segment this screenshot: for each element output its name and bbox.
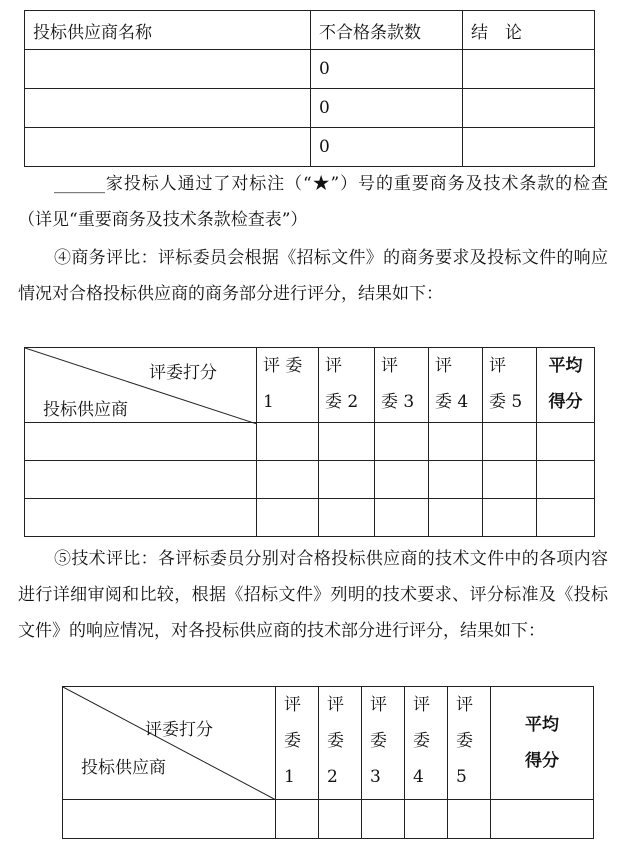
header-conclusion: 结 论	[463, 11, 595, 50]
header-judge-5: 评 委 5	[483, 348, 537, 423]
header-judge-2: 评 委 2	[319, 687, 362, 800]
table-row	[63, 800, 594, 839]
table-row	[25, 461, 595, 499]
blank-line: ______	[54, 174, 105, 194]
table-row	[25, 128, 595, 167]
header-supplier-name: 投标供应商名称	[25, 11, 311, 50]
conclusion-cell	[463, 50, 595, 89]
diagonal-line	[63, 687, 276, 800]
header-judge-4: 评 委 4	[429, 348, 483, 423]
supplier-name-cell	[25, 89, 311, 128]
header-judge-3: 评 委 3	[362, 687, 405, 800]
table-row	[25, 423, 595, 461]
table-header-row	[25, 348, 595, 423]
diag-label-judges: 评委打分	[145, 720, 213, 740]
table-row	[25, 499, 595, 537]
table-header-row	[25, 11, 595, 50]
diag-label-suppliers: 投标供应商	[81, 758, 166, 778]
header-judge-3: 评 委 3	[375, 348, 429, 423]
failed-count-cell: 0	[311, 128, 463, 167]
header-judge-1: 评 委 1	[276, 687, 319, 800]
header-judge-5: 评 委 5	[448, 687, 491, 800]
header-average-score: 平均 得分	[491, 687, 594, 800]
paragraph-text: 家投标人通过了对标注（“★”）号的重要商务及技术条款的检查（详见“重要商务及技术条款检查表”）	[18, 174, 608, 230]
header-judge-1: 评 委 1	[257, 348, 319, 423]
failed-count-cell: 0	[311, 89, 463, 128]
header-average-score: 平均 得分	[537, 348, 595, 423]
table-row	[25, 89, 595, 128]
supplier-name-cell	[25, 50, 311, 89]
header-judge-4: 评 委 4	[405, 687, 448, 800]
conclusion-cell	[463, 128, 595, 167]
conclusion-cell	[463, 89, 595, 128]
header-judge-2: 评 委 2	[319, 348, 375, 423]
diagonal-header-cell	[25, 348, 257, 423]
passed-count-paragraph	[18, 166, 608, 238]
supplier-name-cell	[25, 128, 311, 167]
failed-count-cell: 0	[311, 50, 463, 89]
commercial-evaluation-paragraph: ④商务评比：评标委员会根据《招标文件》的商务要求及投标文件的响应情况对合格投标供应商的商务部分进行评分，结果如下：	[18, 248, 608, 304]
diag-label-suppliers: 投标供应商	[43, 400, 128, 420]
commercial-score-table	[24, 347, 595, 537]
header-failed-clauses: 不合格条款数	[311, 11, 463, 50]
disqualification-table	[24, 10, 595, 167]
diag-label-judges: 评委打分	[149, 363, 217, 383]
technical-evaluation-paragraph: ⑤技术评比：各评标委员分别对合格投标供应商的技术文件中的各项内容进行详细审阅和比较，根据《招标文件》列明的技术要求、评分标准及《投标文件》的响应情况，对各投标供应商的技术部分进行评分，结果如下：	[18, 549, 608, 641]
diagonal-header-cell	[63, 687, 276, 800]
table-header-row	[63, 687, 594, 800]
technical-score-table	[62, 686, 594, 839]
table-row	[25, 50, 595, 89]
